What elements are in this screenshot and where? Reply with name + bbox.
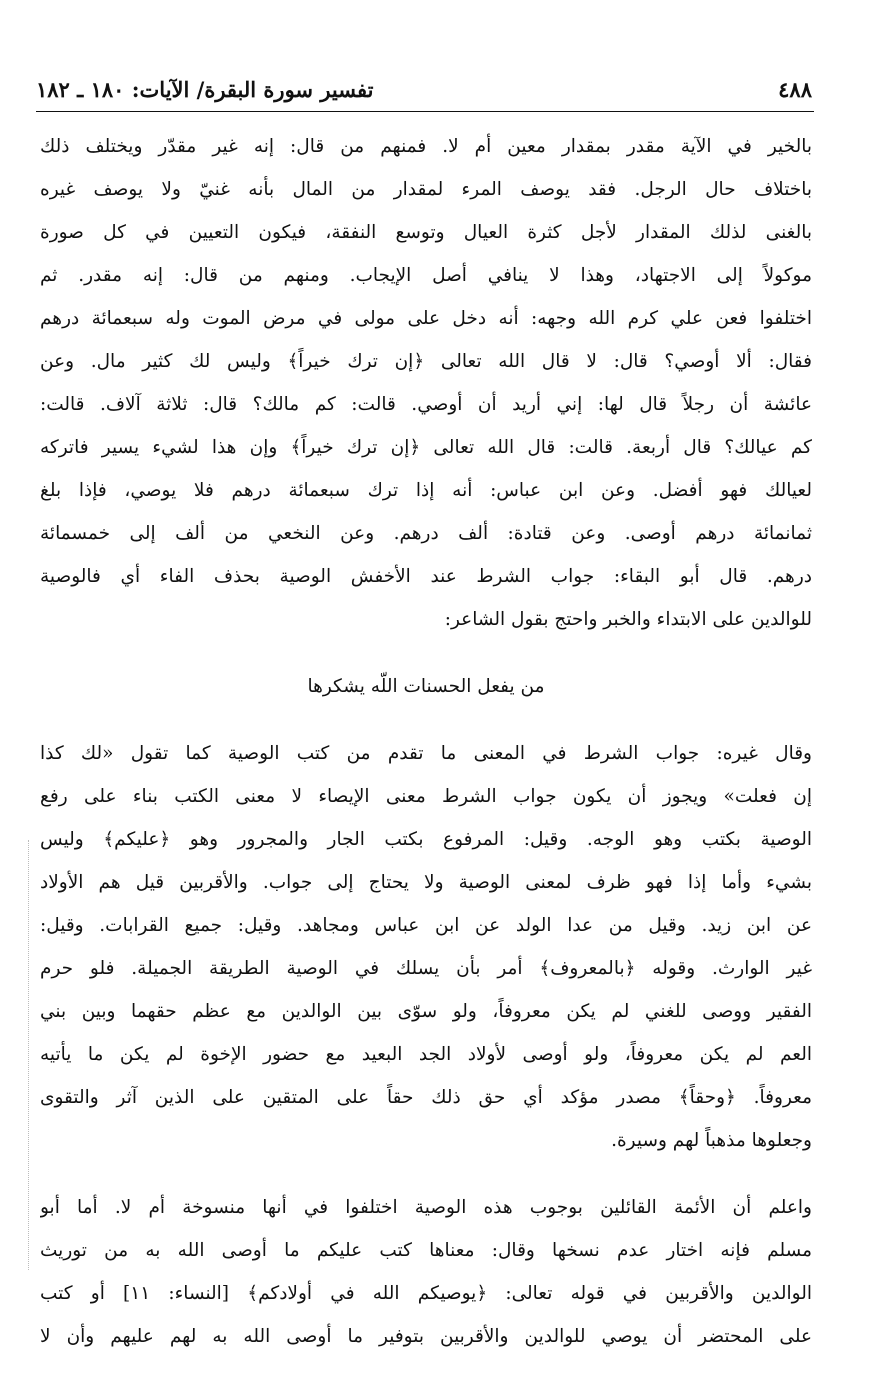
paragraph-gap — [40, 1162, 812, 1186]
text-line: العم لم يكن معروفاً، ولو أوصى لأولاد الجد البعيد مع حضور الإخوة لم يكن ما يأتيه — [40, 1044, 812, 1065]
text-line: لعيالك فهو أفضل. وعن ابن عباس: أنه إذا ترك سبعمائة درهم فلا يوصي، فإذا بلغ — [40, 480, 812, 501]
text-line: مسلم فإنه اختار عدم نسخها وقال: معناها كتب عليكم ما أوصى الله به من توريث — [40, 1240, 812, 1261]
poetry-verse: من يفعل الحسنات اللّه يشكرها — [307, 676, 545, 697]
text-line: على المحتضر أن يوصي للوالدين والأقربين بتوفير ما أوصى الله به لهم عليهم وأن لا — [40, 1326, 812, 1347]
text-line: وجعلوها مذهباً لهم وسيرة. — [611, 1130, 812, 1151]
paragraph-1 — [40, 125, 812, 641]
text-line: غير الوارث. وقوله ﴿بالمعروف﴾ أمر بأن يسلك في الوصية الطريقة الجميلة. فلو حرم — [40, 958, 812, 979]
text-line: للوالدين على الابتداء والخبر واحتج بقول الشاعر: — [444, 609, 812, 630]
text-line: إن فعلت» ويجوز أن يكون جواب الشرط معنى الإيصاء لا معنى الكتب بناء على رفع — [40, 786, 812, 807]
text-line: بشيء وأما إذا فهو ظرف لمعنى الوصية ولا يحتاج إلى جواب. والأقربين قيل هم الأولاد — [40, 872, 812, 893]
text-line: ثمانمائة درهم أوصى. وعن قتادة: ألف درهم. وعن النخعي من ألف إلى خمسمائة — [40, 523, 812, 544]
text-line: الوالدين والأقربين في قوله تعالى: ﴿يوصيكم الله في أولادكم﴾ [النساء: ١١] أو كتب — [40, 1283, 812, 1304]
text-line: اختلفوا فعن علي كرم الله وجهه: أنه دخل على مولى في مرض الموت وله سبعمائة درهم — [40, 308, 812, 329]
paragraph-3 — [40, 1186, 812, 1358]
paragraph-2 — [40, 732, 812, 1162]
running-title: تفسير سورة البقرة/ الآيات: ١٨٠ ـ ١٨٢ — [36, 76, 374, 102]
text-line: فقال: ألا أوصي؟ قال: لا قال الله تعالى ﴿إن ترك خيراً﴾ وليس لك كثير مال. وعن — [40, 351, 812, 372]
text-line: كم عيالك؟ قال أربعة. قالت: قال الله تعالى ﴿إن ترك خيراً﴾ وإن هذا لشيء يسير فاتركه — [40, 437, 812, 458]
text-line: واعلم أن الأئمة القائلين بوجوب هذه الوصية اختلفوا في أنها منسوخة أم لا. أما أبو — [40, 1197, 812, 1218]
text-line: باختلاف حال الرجل. فقد يوصف المرء لمقدار من المال بأنه غنيّ ولا يوصف غيره — [40, 179, 812, 200]
text-line: بالخير في الآية مقدر بمقدار معين أم لا. فمنهم من قال: إنه غير مقدّر ويختلف ذلك — [40, 136, 812, 157]
text-line: موكولاً إلى الاجتهاد، وهذا لا ينافي أصل الإيجاب. ومنهم من قال: إنه مقدر. ثم — [40, 265, 812, 286]
text-line: بالغنى لذلك المقدار لأجل كثرة العيال وتوسع النفقة، فيكون التعيين في كل صورة — [40, 222, 812, 243]
text-line: وقال غيره: جواب الشرط في المعنى ما تقدم من كتب الوصية كما تقول «لك كذا — [40, 743, 812, 764]
text-line: الفقير ووصى للغني لم يكن معروفاً، ولو سوّى بين الوالدين مع عظم حقهما وبين بني — [40, 1001, 812, 1022]
header-rule — [36, 111, 814, 112]
text-line: عائشة أن رجلاً قال لها: إني أريد أن أوصي. قالت: كم مالك؟ قال: ثلاثة آلاف. قالت: — [40, 394, 812, 415]
scan-edge-marks — [28, 840, 29, 1270]
page-header — [36, 74, 812, 104]
page-body — [40, 125, 812, 1358]
page-number: ٤٨٨ — [778, 76, 812, 102]
text-line: معروفاً. ﴿وحقاً﴾ مصدر مؤكد أي حق ذلك حقاً على المتقين على الذين آثر والتقوى — [40, 1087, 812, 1108]
text-line: درهم. قال أبو البقاء: جواب الشرط عند الأخفش الوصية بحذف الفاء أي فالوصية — [40, 566, 812, 587]
text-line: عن ابن زيد. وقيل من عدا الولد عن ابن عباس ومجاهد. وقيل: جميع القرابات. وقيل: — [40, 915, 812, 936]
text-line: الوصية بكتب وهو الوجه. وقيل: المرفوع بكتب الجار والمجرور وهو ﴿عليكم﴾ وليس — [40, 829, 812, 850]
